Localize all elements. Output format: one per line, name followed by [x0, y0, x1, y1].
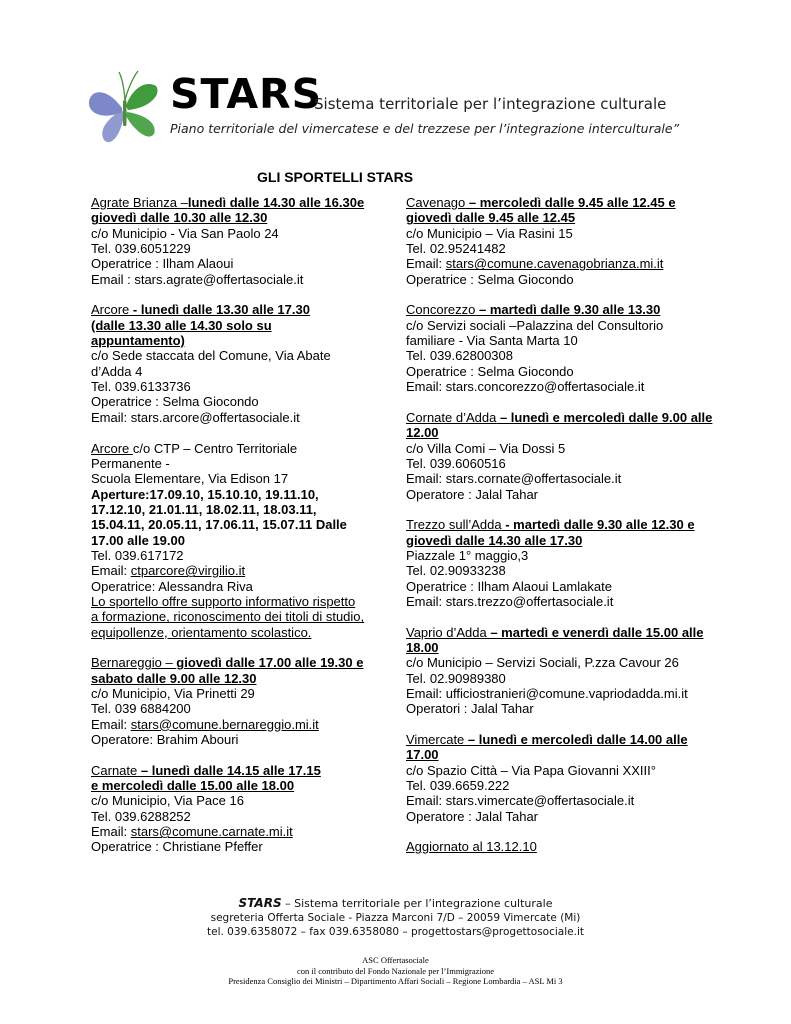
entry-line: [406, 456, 746, 471]
footer-brand: STARS: [238, 896, 282, 910]
link-text: Agrate Brianza –: [91, 195, 188, 210]
sportello-entry: [406, 625, 746, 717]
entry-text: c/o CTP – Centro Territoriale: [132, 440, 298, 456]
entry-line: [91, 763, 391, 778]
entry-text: d’Adda 4: [91, 363, 143, 379]
entry-line: [91, 210, 391, 225]
sportello-entry: [91, 441, 391, 640]
entry-text: Permanente -: [91, 455, 170, 471]
credit-line: ASC Offertasociale: [362, 955, 429, 965]
entry-line: [406, 272, 746, 287]
sportello-entry: [91, 302, 391, 425]
entry-line: [406, 241, 746, 256]
entry-line: [406, 686, 746, 701]
link-text: 18.00: [406, 639, 439, 655]
entry-text: c/o Spazio Città – Via Papa Giovanni XXIII°: [406, 762, 656, 778]
butterfly-logo-icon: [86, 68, 162, 148]
entry-text: Tel. 039.6060516: [406, 455, 506, 471]
link-text: Cornate d’Adda: [406, 409, 497, 425]
entry-text: Email: stars.trezzo@offertasociale.it: [406, 593, 614, 609]
entry-line: [91, 732, 391, 747]
butterfly-body: [123, 100, 127, 126]
entry-line: [406, 256, 746, 271]
link-text: giovedì dalle 17.00 alle 19.30 e: [176, 655, 364, 671]
entry-text: Tel. 02.90933238: [406, 563, 506, 579]
link-text: Vimercate: [406, 732, 465, 748]
sportello-entry: [406, 302, 746, 394]
entry-text: Operatore : Jalal Tahar: [406, 808, 538, 824]
link-text: ctparcore@virgilio.it: [130, 563, 246, 579]
entry-line: [91, 456, 391, 471]
entry-line: [91, 809, 391, 824]
entry-line: [406, 732, 746, 747]
entry-line: [91, 348, 391, 363]
entry-text: 17.00 alle 19.00: [91, 532, 185, 548]
link-text: Vaprio d’Adda: [406, 624, 487, 640]
entry-line: [91, 379, 391, 394]
entry-text: c/o Municipio – Servizi Sociali, P.zza Cavour 26: [406, 655, 679, 671]
entry-text: Scuola Elementare, Via Edison 17: [91, 471, 289, 487]
sportello-entry: [91, 195, 391, 287]
entry-text: Tel. 02.95241482: [406, 241, 506, 257]
credit-line: Presidenza Consiglio dei Ministri – Dipartimento Affari Sociali – Regione Lombardia – ASL Mi 3: [228, 976, 563, 986]
entry-line: [91, 548, 391, 563]
entry-line: [406, 302, 746, 317]
entry-line: [406, 333, 746, 348]
entry-line: [91, 195, 391, 210]
entry-text: Operatrice : Selma Giocondo: [91, 394, 259, 410]
entry-line: [406, 579, 746, 594]
brand-title: STARS: [170, 70, 323, 118]
footer-contacts: tel. 039.6358072 – fax 039.6358080 – progettostars@progettosociale.it: [207, 926, 584, 938]
entry-line: [91, 302, 391, 317]
entry-text: Operatrice : Christiane Pfeffer: [91, 839, 263, 855]
entry-line: [406, 226, 746, 241]
entry-line: [406, 625, 746, 640]
entry-line: [406, 533, 746, 548]
entry-line: [406, 701, 746, 716]
entry-line: [406, 348, 746, 363]
entry-line: [91, 563, 391, 578]
link-text: stars@comune.bernareggio.mi.it: [130, 716, 319, 732]
entry-text: c/o Villa Comi – Via Dossi 5: [406, 440, 566, 456]
footer-credits: [0, 955, 791, 987]
entry-line: [91, 839, 391, 854]
entry-line: [406, 195, 746, 210]
entry-text: c/o Servizi sociali –Palazzina del Consultorio: [406, 317, 664, 333]
wing-upper-left: [89, 92, 122, 115]
entry-line: [91, 410, 391, 425]
entry-text: 15.04.11, 20.05.11, 17.06.11, 15.07.11 Dalle: [91, 517, 347, 533]
link-text: Carnate: [91, 762, 138, 778]
entry-line: [406, 778, 746, 793]
entry-line: [91, 625, 391, 640]
entry-line: [91, 701, 391, 716]
entry-line: [91, 609, 391, 624]
entry-line: [91, 471, 391, 486]
link-text: giovedì dalle 10.30 alle 12.30: [91, 210, 268, 226]
entry-text: Tel. 039.6051229: [91, 241, 191, 257]
entry-line: [91, 579, 391, 594]
entry-line: [406, 763, 746, 778]
link-text: appuntamento): [91, 333, 185, 349]
entry-line: [406, 594, 746, 609]
link-text: Bernareggio –: [91, 655, 177, 671]
entry-line: [406, 548, 746, 563]
entry-text: Email: stars.cornate@offertasociale.it: [406, 471, 622, 487]
link-text: lunedì dalle 14.30 alle 16.30e: [187, 195, 365, 210]
link-text: e mercoledì dalle 15.00 alle 18.00: [91, 778, 295, 794]
sportello-entry: [91, 655, 391, 747]
link-text: 12.00: [406, 425, 439, 441]
entry-line: [91, 487, 391, 502]
entry-text: Tel. 039.6133736: [91, 379, 191, 395]
entry-text: c/o Municipio - Via San Paolo 24: [91, 225, 279, 241]
link-text: Cavenago: [406, 195, 466, 210]
entry-line: [91, 655, 391, 670]
entry-text: Tel. 039.6288252: [91, 808, 191, 824]
sportello-entry: [406, 410, 746, 502]
entry-text: Email: stars.arcore@offertasociale.it: [91, 409, 300, 425]
link-text: giovedì dalle 9.45 alle 12.45: [406, 210, 576, 226]
entry-text: Aperture:17.09.10, 15.10.10, 19.11.10,: [91, 486, 319, 502]
entry-text: c/o Municipio, Via Prinetti 29: [91, 686, 255, 701]
entry-text: Operatore : Jalal Tahar: [406, 486, 538, 502]
link-text: – martedì e venerdì dalle 15.00 alle: [486, 624, 704, 640]
entry-text: Piazzale 1° maggio,3: [406, 547, 529, 563]
link-text: – martedì dalle 9.30 alle 13.30: [475, 302, 661, 318]
wing-lower-right: [126, 112, 155, 137]
page-heading: GLI SPORTELLI STARS: [257, 169, 414, 185]
entry-line: [406, 425, 746, 440]
entry-text: Tel. 02.90989380: [406, 670, 506, 686]
entry-text: Email: stars.concorezzo@offertasociale.it: [406, 379, 645, 395]
entry-line: [91, 824, 391, 839]
brand-subtitle: Sistema territoriale per l’integrazione culturale: [314, 95, 667, 113]
entry-line: [406, 671, 746, 686]
entry-line: [406, 379, 746, 394]
entry-line: [406, 364, 746, 379]
sportello-entry: [406, 195, 746, 287]
entry-line: [406, 487, 746, 502]
entry-line: [91, 517, 391, 532]
link-text: Trezzo sull’Adda: [406, 517, 502, 533]
entry-text: Email: ufficiostranieri@comune.vapriodadda.mi.it: [406, 686, 688, 701]
entry-line: [91, 256, 391, 271]
link-text: a formazione, riconoscimento dei titoli di studio,: [91, 609, 365, 625]
entry-line: [406, 318, 746, 333]
entry-line: [91, 686, 391, 701]
entry-text: familiare - Via Santa Marta 10: [406, 333, 578, 349]
entry-text: Operatore: Brahim Abouri: [91, 732, 239, 748]
entry-line: [91, 671, 391, 686]
link-text: giovedì dalle 14.30 alle 17.30: [406, 532, 583, 548]
entry-text: Tel. 039.62800308: [406, 348, 513, 364]
entry-line: [91, 594, 391, 609]
brand-tagline: Piano territoriale del vimercatese e del trezzese per l’integrazione interculturale”: [170, 121, 680, 136]
entry-line: [91, 533, 391, 548]
entry-line: [406, 640, 746, 655]
sportello-entry: [406, 732, 746, 824]
entry-line: [406, 410, 746, 425]
entry-text: Tel. 039.617172: [91, 547, 184, 563]
entry-line: [91, 272, 391, 287]
link-text: – lunedì dalle 14.15 alle 17.15: [137, 762, 321, 778]
entry-text: Operatrice: Alessandra Riva: [91, 578, 253, 594]
entry-line: [91, 441, 391, 456]
entry-line: [91, 318, 391, 333]
entry-text: Operatrice : Selma Giocondo: [406, 363, 574, 379]
entry-text: c/o Municipio, Via Pace 16: [91, 793, 244, 809]
entry-line: [406, 441, 746, 456]
entry-line: [406, 809, 746, 824]
link-text: Aggiornato al 13.12.10: [406, 839, 537, 855]
entry-line: [91, 226, 391, 241]
entry-text: Operatrice : Selma Giocondo: [406, 271, 574, 287]
link-text: 17.00: [406, 747, 439, 763]
link-text: – lunedì e mercoledì dalle 14.00 alle: [464, 732, 688, 748]
entry-line: [406, 563, 746, 578]
entry-text: Tel. 039 6884200: [91, 701, 191, 717]
link-text: - martedì dalle 9.30 alle 12.30 e: [501, 517, 695, 533]
entry-text: Tel. 039.6659.222: [406, 778, 510, 794]
entry-line: [91, 502, 391, 517]
entry-line: [91, 333, 391, 348]
entry-text: Email : stars.agrate@offertasociale.it: [91, 271, 304, 287]
entry-line: [406, 655, 746, 670]
entry-line: [91, 778, 391, 793]
link-text: - lunedì dalle 13.30 alle 17.30: [129, 302, 310, 318]
link-text: Lo sportello offre supporto informativo rispetto: [91, 593, 356, 609]
link-text: – lunedì e mercoledì dalle 9.00 alle: [496, 409, 713, 425]
link-text: Arcore: [91, 302, 130, 318]
entry-text: c/o Sede staccata del Comune, Via Abate: [91, 348, 331, 364]
entry-line: [406, 793, 746, 808]
entry-line: [91, 793, 391, 808]
entry-text: Email:: [91, 716, 131, 732]
link-text: stars@comune.carnate.mi.it: [130, 824, 293, 840]
entry-line: [406, 471, 746, 486]
entry-text: 17.12.10, 21.01.11, 18.02.11, 18.03.11,: [91, 501, 317, 517]
link-text: sabato dalle 9.00 alle 12.30: [91, 670, 257, 686]
wing-upper-right: [126, 84, 158, 110]
link-text: stars@comune.cavenagobrianza.mi.it: [445, 256, 664, 272]
credit-line: con il contributo del Fondo Nazionale per l’Immigrazione: [296, 965, 495, 976]
entry-text: Email:: [91, 824, 131, 840]
entry-text: c/o Municipio – Via Rasini 15: [406, 225, 573, 241]
antenna: [119, 72, 125, 100]
entry-line: [406, 747, 746, 762]
entry-line: [91, 241, 391, 256]
sportello-entry: [406, 517, 746, 609]
link-text: Concorezzo: [406, 302, 476, 318]
footer-subtitle: – Sistema territoriale per l’integrazione culturale: [281, 897, 553, 910]
footer-address: segreteria Offerta Sociale - Piazza Marconi 7/D – 20059 Vimercate (Mi): [210, 912, 581, 924]
link-text: (dalle 13.30 alle 14.30 solo su: [91, 317, 272, 333]
entry-text: Email:: [91, 563, 131, 579]
entry-line: [91, 394, 391, 409]
link-text: equipollenze, orientamento scolastico.: [91, 624, 312, 640]
sportello-entry: [406, 839, 746, 854]
entry-line: [91, 364, 391, 379]
entry-line: [406, 839, 746, 854]
footer-line-1: [0, 896, 791, 910]
entry-text: Operatrice : Ilham Alaoui Lamlakate: [406, 578, 612, 594]
entry-line: [91, 717, 391, 732]
entry-line: [406, 210, 746, 225]
left-column: [91, 195, 391, 870]
right-column: [406, 195, 746, 870]
sportello-entry: [91, 763, 391, 855]
link-text: – mercoledì dalle 9.45 alle 12.45 e: [465, 195, 676, 210]
entry-text: Operatori : Jalal Tahar: [406, 701, 534, 717]
entry-text: Email: stars.vimercate@offertasociale.it: [406, 793, 635, 809]
link-text: Arcore: [91, 440, 133, 456]
entry-text: Email:: [406, 256, 446, 272]
entry-text: Operatrice : Ilham Alaoui: [91, 256, 234, 272]
entry-line: [406, 517, 746, 532]
